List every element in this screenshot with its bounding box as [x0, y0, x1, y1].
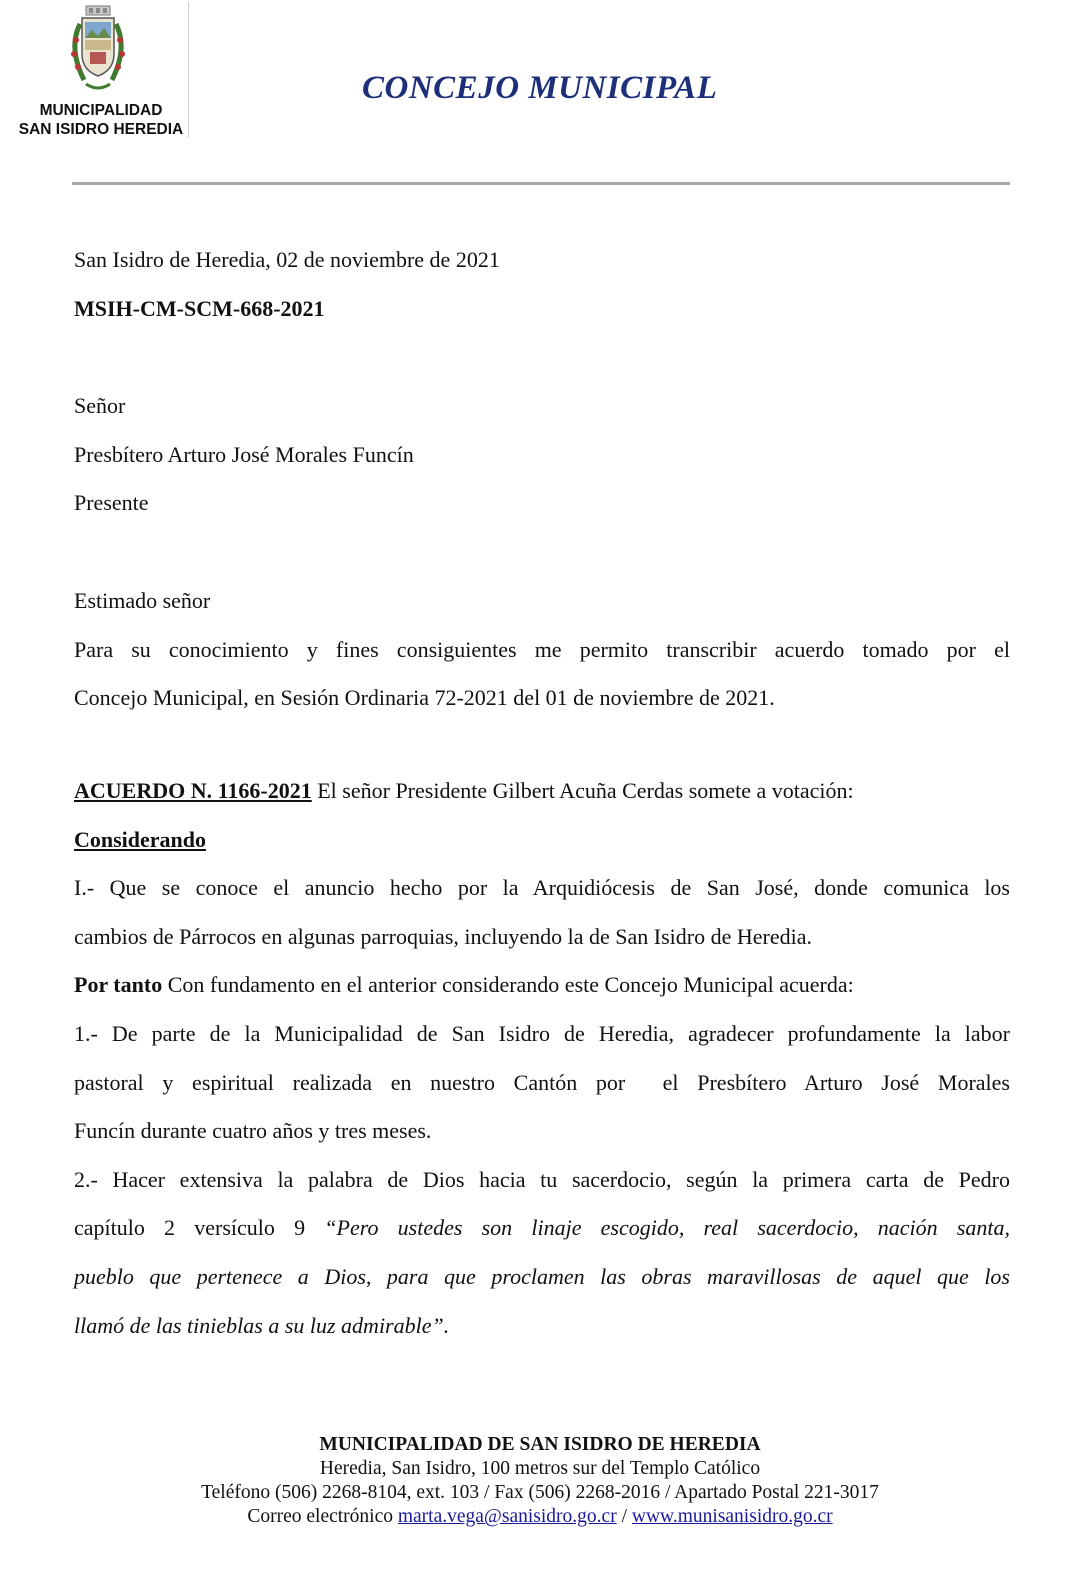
point1-line-3: Funcín durante cuatro años y tres meses.	[74, 1118, 432, 1144]
letter-reference: MSIH-CM-SCM-668-2021	[74, 295, 325, 321]
footer-address: Heredia, San Isidro, 100 metros sur del Templo Católico	[319, 1458, 761, 1479]
letterhead	[0, 0, 1080, 190]
footer-separator: /	[616, 1506, 632, 1527]
logo-caption-line2: SAN ISIDRO HEREDIA	[18, 121, 184, 138]
agreement-number: ACUERDO N. 1166-2021	[74, 778, 312, 803]
recipient-block	[74, 382, 1010, 528]
point2-quote-line-3: pueblo que pertenece a Dios, para que proclamen las obras maravillosas de aquel que los	[74, 1263, 1010, 1289]
footer-contact	[0, 1505, 1080, 1529]
recipient-salutation: Señor	[74, 393, 126, 418]
considerando-heading: Considerando	[74, 826, 207, 852]
por-tanto-label: Por tanto	[74, 972, 163, 998]
recipient-name: Presbítero Arturo José Morales Funcín	[74, 441, 414, 467]
coat-of-arms-icon	[64, 4, 132, 100]
letter-header-block	[74, 236, 1010, 333]
greeting: Estimado señor	[74, 588, 211, 613]
council-title: CONCEJO MUNICIPAL	[362, 70, 718, 106]
footer	[0, 1433, 1080, 1529]
point2-line-2	[74, 1204, 1010, 1253]
logo-caption	[6, 101, 196, 139]
municipality-logo	[6, 4, 186, 140]
intro-line-2: Concejo Municipal, en Sesión Ordinaria 72-2021 del 01 de noviembre de 2021.	[74, 685, 775, 711]
considerando-line-2: cambios de Párrocos en algunas parroquias, incluyendo la de San Isidro de Heredia.	[74, 923, 812, 949]
intro-line-1: Para su conocimiento y fines consiguientes me permito transcribir acuerdo tomado por el	[74, 636, 1010, 662]
point2-line-1: 2.- Hacer extensiva la palabra de Dios hacia tu sacerdocio, según la primera carta de Pedro	[74, 1166, 1010, 1192]
footer-title: MUNICIPALIDAD DE SAN ISIDRO DE HEREDIA	[319, 1434, 761, 1455]
point2-quote-start: “Pero ustedes son linaje escogido, real sacerdocio, nación santa,	[324, 1215, 1011, 1241]
agreement-heading	[74, 767, 1010, 816]
logo-caption-line1: MUNICIPALIDAD	[39, 102, 163, 119]
recipient-presente: Presente	[74, 490, 149, 516]
footer-email-link[interactable]: marta.vega@sanisidro.go.cr	[397, 1506, 617, 1527]
agreement-intro: El señor Presidente Gilbert Acuña Cerdas somete a votación:	[311, 778, 854, 803]
por-tanto-text: Con fundamento en el anterior considerando este Concejo Municipal acuerda:	[162, 972, 854, 998]
point2-citation: capítulo 2 versículo 9	[74, 1215, 325, 1241]
point1-line-1: 1.- De parte de la Municipalidad de San Isidro de Heredia, agradecer profundamente la labor	[74, 1020, 1010, 1046]
footer-phone: Teléfono (506) 2268-8104, ext. 103 / Fax (506) 2268-2016 / Apartado Postal 221-3017	[201, 1482, 879, 1503]
letter-date: San Isidro de Heredia, 02 de noviembre de 2021	[74, 247, 500, 272]
point1-line-2: pastoral y espiritual realizada en nuestro Cantón por el Presbítero Arturo José Morales	[74, 1069, 1010, 1095]
considerando-line-1: I.- Que se conoce el anuncio hecho por la Arquidiócesis de San José, donde comunica los	[74, 875, 1010, 901]
footer-email-label: Correo electrónico	[247, 1506, 398, 1527]
point2-quote-line-4: llamó de las tinieblas a su luz admirable”.	[74, 1312, 450, 1338]
por-tanto-line	[74, 961, 1010, 1010]
intro-block	[74, 577, 1010, 723]
header-rule	[72, 182, 1010, 185]
agreement-block	[74, 767, 1010, 1350]
logo-divider	[188, 2, 189, 138]
footer-website-link[interactable]: www.munisanisidro.go.cr	[631, 1506, 833, 1527]
